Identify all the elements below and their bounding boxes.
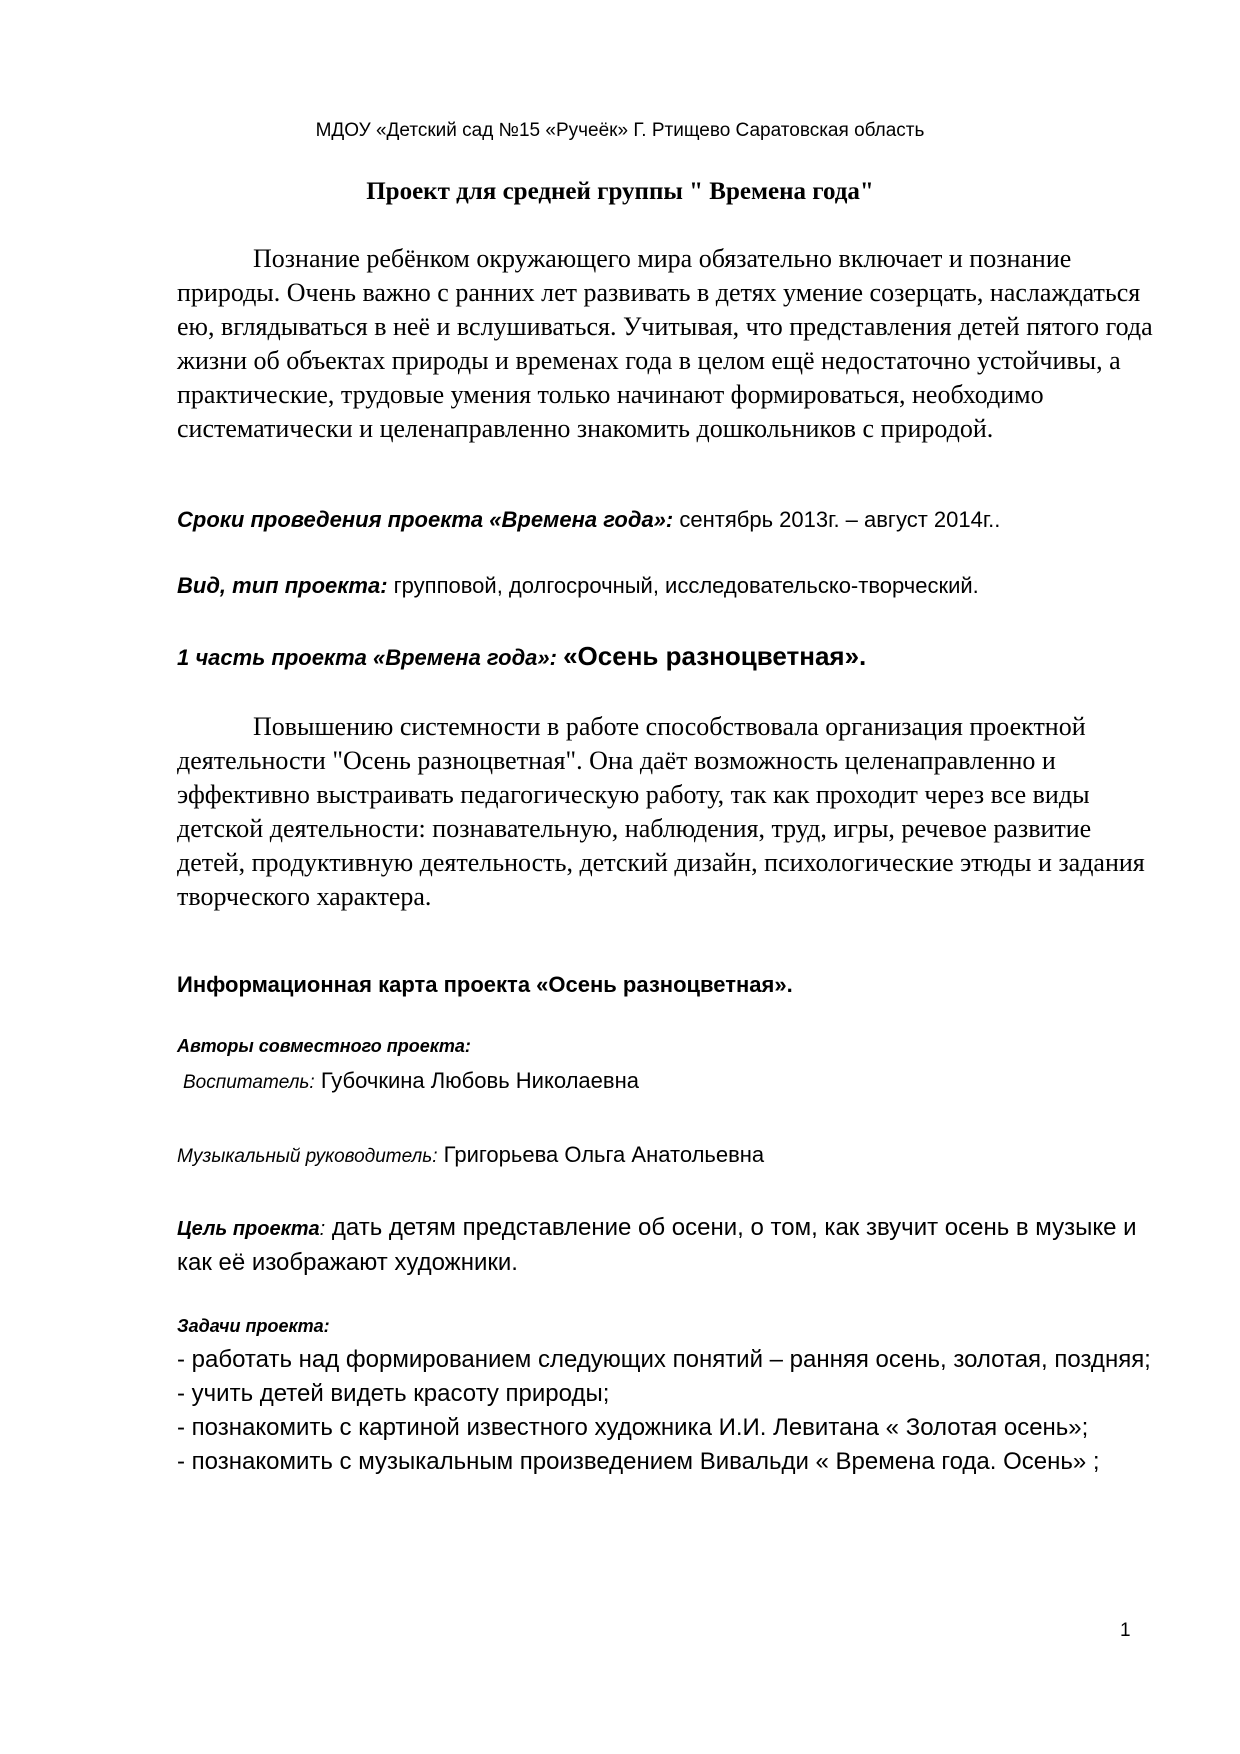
project-goal-label: Цель проекта [177, 1218, 320, 1240]
document-title: Проект для средней группы " Времена года" [366, 178, 874, 205]
tasks-list [177, 1343, 1157, 1479]
project-dates [177, 507, 1157, 533]
system-paragraph [177, 710, 1157, 914]
music-director-name: Григорьева Ольга Анатольевна [443, 1142, 765, 1167]
institution-header: МДОУ «Детский сад №15 «Ручеёк» Г. Ртищево Саратовская область [315, 120, 925, 141]
part1-name: «Осень разноцветная». [563, 641, 867, 671]
educator-label: Воспитатель: [183, 1072, 315, 1093]
task-item: - познакомить с музыкальным произведением Вивальди « Времена года. Осень» ; [177, 1448, 1100, 1475]
task-item: - познакомить с картиной известного художника И.И. Левитана « Золотая осень»; [177, 1414, 1089, 1441]
authors-label: Авторы совместного проекта: [177, 1036, 471, 1056]
intro-paragraph [177, 242, 1157, 446]
task-item: - учить детей видеть красоту природы; [177, 1380, 610, 1407]
project-type-value: групповой, долгосрочный, исследовательско-творческий. [393, 573, 979, 598]
info-card-title: Информационная карта проекта «Осень разноцветная». [177, 972, 793, 997]
music-director-line [177, 1142, 1157, 1168]
tasks-label: Задачи проекта: [177, 1316, 330, 1336]
educator-line [183, 1068, 1163, 1094]
part1-label: 1 часть проекта «Времена года»: [177, 645, 557, 670]
project-type [177, 573, 1157, 599]
project-dates-value: сентябрь 2013г. – август 2014г.. [679, 507, 1001, 532]
project-dates-label: Сроки проведения проекта «Времена года»: [177, 507, 674, 532]
intro-text: Познание ребёнком окружающего мира обязательно включает и познание природы. Очень важно с ранних лет развивать в детях умение созерцать, наслаждаться ею, вглядываться в неё и вслушиваться. Учитывая, что представления детей пятого года жизни об объектах природы и временах года в целом ещё недостаточно устойчивы, а практические, трудовые умения только начинают формироваться, необходимо систематически и целенаправленно знакомить дошкольников с природой. [177, 244, 1153, 443]
system-paragraph-text: Повышению системности в работе способствовала организация проектной деятельности "Осень разноцветная". Она даёт возможность целенаправленно и эффективно выстраивать педагогическую работу, так как проходит через все виды детской деятельности: познавательную, наблюдения, труд, игры, речевое развитие детей, продуктивную деятельность, детский дизайн, психологические этюды и задания творческого характера. [177, 712, 1145, 911]
project-type-label: Вид, тип проекта: [177, 573, 388, 598]
goal-colon: : [319, 1218, 326, 1240]
part1-heading [177, 641, 1157, 672]
project-goal-value: дать детям представление об осени, о том, как звучит осень в музыке и как её изображают художники. [177, 1214, 1137, 1276]
educator-name: Губочкина Любовь Николаевна [320, 1068, 639, 1093]
project-goal [177, 1211, 1157, 1280]
music-director-label: Музыкальный руководитель: [177, 1146, 438, 1167]
page-number: 1 [1120, 1620, 1131, 1641]
task-item: - работать над формированием следующих понятий – ранняя осень, золотая, поздняя; [177, 1346, 1151, 1373]
